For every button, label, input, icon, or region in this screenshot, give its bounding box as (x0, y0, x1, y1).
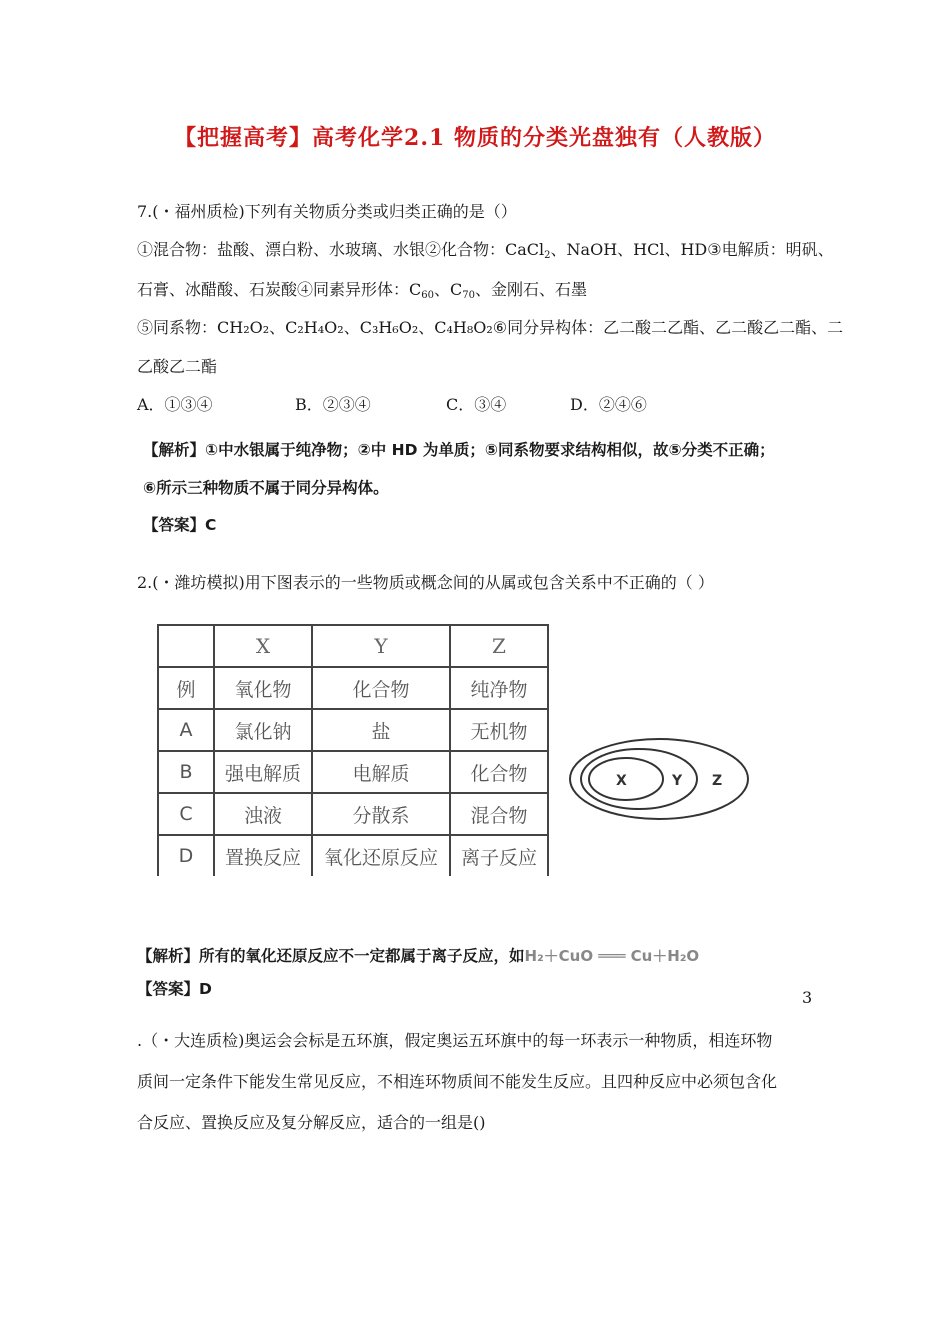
table-cell: 氧化还原反应 (312, 835, 450, 876)
q7-line-2-a: 石膏、冰醋酸、石炭酸④同素异形体：C (137, 280, 422, 299)
q2-analysis-text: 【解析】所有的氧化还原反应不一定都属于离子反应，如 (137, 947, 525, 965)
q7-line-2 (137, 280, 587, 306)
q2-answer: 【答案】D (137, 980, 212, 998)
q7-option-b: B．②③④ (295, 395, 371, 414)
table-cell: 电解质 (312, 751, 450, 793)
table-cell: A (158, 709, 214, 751)
table-cell: C (158, 793, 214, 835)
table-header-cell (158, 625, 214, 667)
q7-option-a: A．①③④ (137, 395, 213, 414)
table-cell: 置换反应 (214, 835, 312, 876)
q7-line-2-sub1: 60 (421, 290, 434, 301)
q7-option-c: C．③④ (446, 395, 507, 414)
q3-line-2: 质间一定条件下能发生常见反应，不相连环物质间不能发生反应。且四种反应中必须包含化 (137, 1072, 778, 1091)
classification-table (157, 624, 549, 876)
q2-stem: 2.(・潍坊模拟)用下图表示的一些物质或概念间的从属或包含关系中不正确的（ ） (137, 573, 714, 592)
q3-line-1: .（・大连质检)奥运会会标是五环旗，假定奥运五环旗中的每一环表示一种物质，相连环物 (137, 1031, 773, 1050)
q7-line-1 (137, 240, 834, 266)
table-cell: 分散系 (312, 793, 450, 835)
table-cell: 化合物 (450, 751, 548, 793)
table-header-cell: X (214, 625, 312, 667)
page-title: 【把握高考】高考化学2.1 物质的分类光盘独有（人教版） (174, 125, 776, 151)
q7-answer: 【答案】C (143, 516, 217, 534)
table-header-cell: Z (450, 625, 548, 667)
q7-line-1-rest: 、NaOH、HCl、HD③电解质：明矾、 (550, 240, 834, 259)
table-row (158, 709, 548, 751)
q7-line-2-sub2: 70 (462, 290, 475, 301)
nested-ellipse-diagram (564, 735, 754, 823)
diagram-label-x: X (616, 773, 627, 789)
q3-line-3: 合反应、置换反应及复分解反应，适合的一组是() (137, 1113, 486, 1132)
table-cell: 纯净物 (450, 667, 548, 709)
table-cell: 例 (158, 667, 214, 709)
table-cell: 无机物 (450, 709, 548, 751)
diagram-label-y: Y (672, 773, 683, 789)
table-header-row (158, 625, 548, 667)
table-cell: 浊液 (214, 793, 312, 835)
table-cell: B (158, 751, 214, 793)
table-row (158, 793, 548, 835)
q7-line-1-text: ①混合物：盐酸、漂白粉、水玻璃、水银②化合物：CaCl (137, 240, 545, 259)
q3-number: 3 (802, 988, 813, 1007)
table-cell: 混合物 (450, 793, 548, 835)
diagram-label-z: Z (712, 773, 723, 789)
q7-line-1-subscript: 2 (544, 250, 551, 261)
table-row (158, 751, 548, 793)
q7-line-2-c: 、金刚石、石墨 (474, 280, 587, 299)
table-cell: 离子反应 (450, 835, 548, 876)
table-cell: 化合物 (312, 667, 450, 709)
q7-line-3: ⑤同系物：CH₂O₂、C₂H₄O₂、C₃H₆O₂、C₄H₈O₂⑥同分异构体：乙二酸二乙酯、乙二酸乙二酯、二 (137, 318, 844, 337)
q7-analysis-line-1: 【解析】①中水银属于纯净物；②中 HD 为单质；⑤同系物要求结构相似，故⑤分类不正确； (143, 441, 775, 459)
table-cell: 氧化物 (214, 667, 312, 709)
table-cell: 氯化钠 (214, 709, 312, 751)
q7-stem: 7.(・福州质检)下列有关物质分类或归类正确的是（） (137, 202, 517, 221)
q2-equation: H₂＋CuO ═══ Cu＋H₂O (524, 947, 700, 965)
q7-option-d: D．②④⑥ (570, 395, 647, 414)
table-cell: D (158, 835, 214, 876)
table-row (158, 835, 548, 876)
q7-line-2-b: 、C (433, 280, 463, 299)
q7-line-4: 乙酸乙二酯 (137, 357, 218, 376)
table-cell: 盐 (312, 709, 450, 751)
table-header-cell: Y (312, 625, 450, 667)
q2-analysis (137, 944, 699, 966)
table-cell: 强电解质 (214, 751, 312, 793)
q7-analysis-line-2: ⑥所示三种物质不属于同分异构体。 (143, 479, 389, 497)
table-row (158, 667, 548, 709)
